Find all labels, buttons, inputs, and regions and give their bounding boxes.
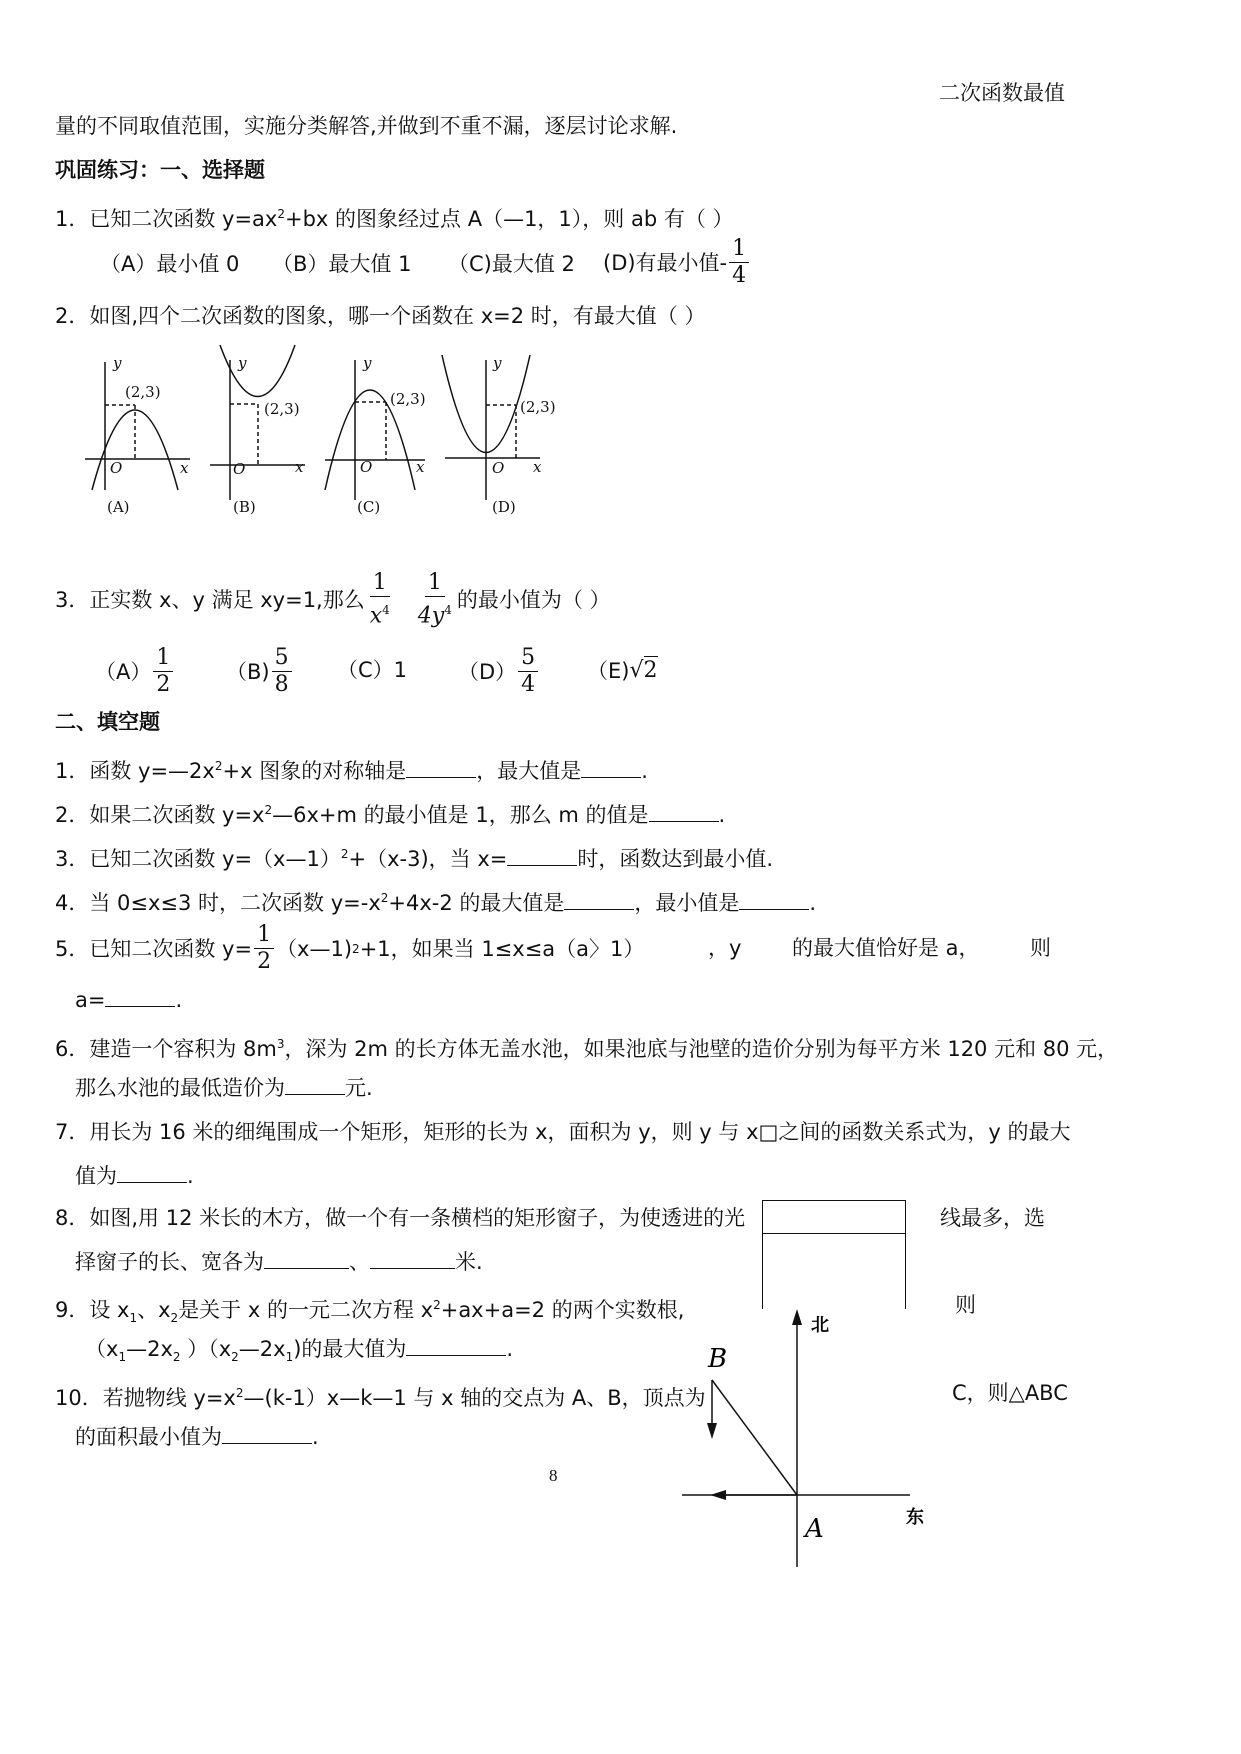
fill-question-3 [55, 840, 773, 873]
graph-c-caption: (C) [357, 498, 381, 516]
f10-line-2 [75, 1423, 319, 1451]
q1-option-d [603, 236, 751, 289]
f2-part-a: 2．如果二次函数 y=x [55, 803, 265, 827]
fraction-denominator: 8 [274, 672, 289, 697]
f4-part-b: +4x-2 的最大值是 [388, 891, 565, 915]
f10-part-c: C，则△ABC [952, 1381, 1068, 1405]
graph-b-caption: (B) [233, 498, 256, 516]
f10-part-d: 的面积最小值为 [75, 1425, 222, 1449]
fraction-denominator: 2 [156, 672, 171, 697]
q3-f1-exponent: 4 [382, 603, 390, 617]
q3-option-d [458, 645, 540, 698]
north-arrow-icon [792, 1309, 802, 1325]
path-ab [712, 1380, 797, 1495]
f6-exp: 3 [276, 1037, 285, 1051]
q3-option-d-fraction [518, 645, 538, 698]
graph-a-origin: O [110, 459, 123, 477]
fill-question-10 [55, 1379, 706, 1412]
fill-question-9 [55, 1291, 684, 1332]
point-b-label: B [708, 1344, 728, 1374]
q3-option-a-label: （A） [95, 659, 152, 684]
q1-body: +bx 的图象经过点 A（—1，1），则 ab 有（ ） [285, 207, 734, 231]
f1-part-a: 1．函数 y=—2x [55, 759, 215, 783]
graph-a-point-label: (2,3) [125, 383, 161, 401]
f3-part-b: +（x-3)，当 x= [348, 847, 508, 871]
f3-part-a: 3．已知二次函数 y=（x—1） [55, 847, 341, 871]
answer-blank[interactable] [739, 889, 809, 910]
f9-part-h: ）（x [187, 1337, 232, 1361]
compass-diagram [670, 1305, 950, 1570]
answer-blank[interactable] [117, 1162, 187, 1183]
fraction-numerator: 5 [518, 645, 538, 672]
fraction-numerator: 5 [272, 645, 292, 672]
f8-part-b: 线最多，选 [940, 1206, 1045, 1230]
f1-part-b: +x 图象的对称轴是 [222, 759, 407, 783]
window-diagram [762, 1200, 906, 1309]
f8-line-2 [75, 1248, 483, 1276]
f9-part-d: +ax+a=2 的两个实数根, [440, 1298, 685, 1322]
graph-d-origin: O [492, 459, 505, 477]
missing-glyph-box: □ [758, 1120, 779, 1144]
q3-option-a [95, 645, 175, 698]
graph-c-y-label: y [363, 354, 372, 372]
q1-prefix: 1．已知二次函数 y=ax [55, 207, 278, 231]
f9-exp: 2 [433, 1298, 441, 1312]
f1-exp: 2 [214, 759, 223, 773]
f9-part-c: 是关于 x 的一元二次方程 x [178, 1298, 434, 1322]
f9-sub-1: 1 [129, 1311, 138, 1326]
f10-part-b: —(k-1）x—k—1 与 x 轴的交点为 A、B，顶点为 [243, 1386, 706, 1410]
section-title-choice: 巩固练习：一、选择题 [55, 158, 265, 182]
f7-part-c: 值为 [75, 1164, 117, 1188]
q3-fraction-1 [367, 570, 393, 629]
question-1 [55, 200, 734, 233]
answer-blank[interactable] [222, 1423, 312, 1444]
fraction-numerator: 1 [153, 645, 173, 672]
f3-exp: 2 [340, 847, 349, 861]
f5-part-h: . [175, 988, 183, 1012]
q3-option-d-label: （D） [458, 659, 517, 684]
q1-option-c: （C)最大值 2 [448, 252, 575, 276]
f10-part-a: 10．若抛物线 y=x [55, 1386, 236, 1410]
answer-blank[interactable] [285, 1074, 345, 1095]
graph-b-point-label: (2,3) [264, 400, 300, 418]
q3-option-b [226, 645, 294, 698]
q3-option-e-label: （E) [587, 658, 630, 683]
graph-b-y-label: y [238, 354, 247, 372]
q1-exponent: 2 [277, 207, 285, 221]
f9-part-i: —2x [238, 1337, 286, 1361]
fraction-denominator: 4 [732, 263, 747, 288]
f5-exp: 2 [352, 941, 360, 956]
f2-exp: 2 [264, 803, 273, 817]
q3-f2-base: 4y [417, 603, 445, 629]
south-arrow-icon [707, 1423, 717, 1439]
f9-sub-2: 2 [170, 1311, 179, 1326]
fraction-numerator: 1 [254, 922, 274, 949]
f10-exp: 2 [235, 1386, 244, 1400]
graph-c-x-label: x [416, 458, 425, 476]
q3-fraction-2 [415, 570, 455, 629]
q1-option-a: （A）最小值 0 [100, 252, 240, 276]
fraction-numerator: 1 [370, 570, 390, 597]
q3-prefix: 3．正实数 x、y 满足 xy=1,那么 [55, 587, 365, 612]
fill-question-6 [55, 1030, 1118, 1063]
q3-option-b-fraction [272, 645, 292, 698]
q2-graphs [80, 340, 560, 530]
answer-blank[interactable] [370, 1248, 455, 1269]
graph-d-point-label: (2,3) [520, 398, 556, 416]
fill-question-1 [55, 752, 648, 785]
fraction-denominator [415, 597, 455, 629]
f1-part-c: ，最大值是 [476, 759, 582, 783]
fraction-numerator: 1 [425, 570, 445, 597]
f2-part-b: —6x+m 的最小值是 1，那么 m 的值是 [272, 803, 649, 827]
page-number: 8 [549, 1466, 558, 1485]
q1-option-d-label: (D)有最小值- [603, 250, 728, 275]
q3-option-a-fraction [153, 645, 173, 698]
graph-a-caption: (A) [107, 498, 130, 516]
f9-part-a: 9．设 x [55, 1298, 130, 1322]
f5-part-c: +1，如果当 1≤x≤a（a〉1） [359, 936, 645, 961]
answer-blank[interactable] [406, 757, 476, 778]
graph-d-caption: (D) [492, 498, 516, 516]
f5-part-f: 则 [1030, 936, 1051, 960]
fraction-denominator: 4 [521, 672, 536, 697]
q3-f2-exponent: 4 [444, 603, 452, 617]
f9-part-g: —2x [126, 1337, 173, 1361]
answer-blank[interactable] [564, 889, 634, 910]
north-label: 北 [811, 1315, 829, 1336]
sqrt-symbol-icon: √ [629, 657, 644, 683]
f5-part-a: 5．已知二次函数 y= [55, 936, 253, 961]
fill-question-8: 8．如图,用 12 米长的木方，做一个有一条横档的矩形窗子，为使透进的光 [55, 1206, 746, 1230]
f6-part-d: 元. [345, 1076, 373, 1100]
answer-blank[interactable] [581, 757, 641, 778]
q3-f1-base: x [369, 603, 383, 629]
section-title-fill: 二、填空题 [55, 710, 160, 734]
graph-b-x-label: x [295, 458, 304, 476]
east-label: 东 [906, 1507, 924, 1528]
f4-part-c: ，最小值是 [634, 891, 740, 915]
f7-part-b: 之间的函数关系式为，y 的最大 [778, 1120, 1071, 1144]
f4-exp: 2 [380, 891, 389, 905]
f3-part-c: 时，函数达到最小值. [577, 847, 774, 871]
f8-part-e: 米. [455, 1250, 483, 1274]
point-a-label: A [805, 1514, 824, 1544]
f5-part-g: a= [75, 988, 106, 1012]
f5-line-2 [75, 986, 182, 1014]
f10-part-e: . [312, 1425, 319, 1449]
graph-c-point-label: (2,3) [390, 390, 426, 408]
f5-part-e: 的最大值恰好是 a， [792, 936, 980, 960]
fill-question-5 [55, 922, 644, 975]
answer-blank[interactable] [264, 1248, 349, 1269]
f9-part-k: . [506, 1337, 514, 1361]
f6-part-b: ，深为 2m 的长方体无盖水池，如果池底与池壁的造价分别为每平方米 120 元和 80 元， [284, 1037, 1119, 1061]
graph-d-y-label: y [493, 354, 502, 372]
graph-a-x-label: x [180, 459, 189, 477]
f6-part-a: 6．建造一个容积为 8m [55, 1037, 277, 1061]
f6-line-2 [75, 1074, 373, 1102]
q3-option-b-label: （B) [226, 659, 270, 684]
question-2: 2．如图,四个二次函数的图象，哪一个函数在 x=2 时，有最大值（ ） [55, 304, 706, 328]
window-crossbar [763, 1233, 905, 1234]
f9-part-f: （x [85, 1337, 119, 1361]
f5-part-b: （x—1) [276, 936, 353, 961]
west-arrow-icon [710, 1490, 726, 1500]
f7-part-a: 7．用长为 16 米的细绳围成一个矩形，矩形的长为 x，面积为 y，则 y 与 x [55, 1120, 759, 1144]
f8-part-d: 、 [349, 1250, 370, 1274]
f7-line-2 [75, 1162, 194, 1190]
q3-option-e [587, 656, 658, 685]
intro-text: 量的不同取值范围，实施分类解答,并做到不重不漏，逐层讨论求解. [55, 114, 678, 138]
page-header-title: 二次函数最值 [939, 81, 1065, 105]
graph-b-origin: O [233, 460, 246, 478]
fraction-denominator [367, 597, 393, 629]
graph-b-parabola [220, 345, 295, 397]
f6-part-c: 那么水池的最低造价为 [75, 1076, 285, 1100]
graph-c-origin: O [360, 458, 373, 476]
fill-question-7 [55, 1118, 1070, 1146]
f2-part-c: . [718, 803, 726, 827]
fill-question-4 [55, 884, 816, 917]
q3-suffix: 的最小值为（ ） [456, 587, 611, 612]
f9-part-b: 、x [137, 1298, 171, 1322]
graph-d-x-label: x [533, 458, 542, 476]
q1-option-b: （B）最大值 1 [272, 252, 412, 276]
f7-part-d: . [187, 1164, 194, 1188]
answer-blank[interactable] [649, 801, 719, 822]
f9-line-2: （$x_1—2x_2$ ）$(x_2—2x_1)$的最大值为 . [85, 1337, 514, 1365]
fraction-denominator: 2 [257, 949, 272, 974]
graph-a-y-label: y [113, 354, 122, 372]
q3-option-c: （C）1 [337, 658, 408, 682]
f4-part-a: 4．当 0≤x≤3 时，二次函数 y=-x [55, 891, 381, 915]
q3-option-e-radicand: 2 [643, 658, 658, 683]
f5-fraction [254, 922, 274, 975]
fraction-numerator: 1 [729, 236, 749, 263]
f4-part-d: . [809, 891, 817, 915]
f9-part-e: 则 [955, 1293, 976, 1317]
answer-blank[interactable] [105, 986, 175, 1007]
q1-option-d-fraction [729, 236, 749, 289]
f1-part-d: . [641, 759, 648, 783]
f9-part-j: )的最大值为 [293, 1337, 407, 1361]
answer-blank[interactable] [507, 845, 577, 866]
question-3 [55, 570, 611, 629]
f5-part-d: ，y [708, 936, 742, 960]
f8-part-c: 择窗子的长、宽各为 [75, 1250, 264, 1274]
answer-blank[interactable] [406, 1335, 506, 1356]
fill-question-2 [55, 796, 725, 829]
